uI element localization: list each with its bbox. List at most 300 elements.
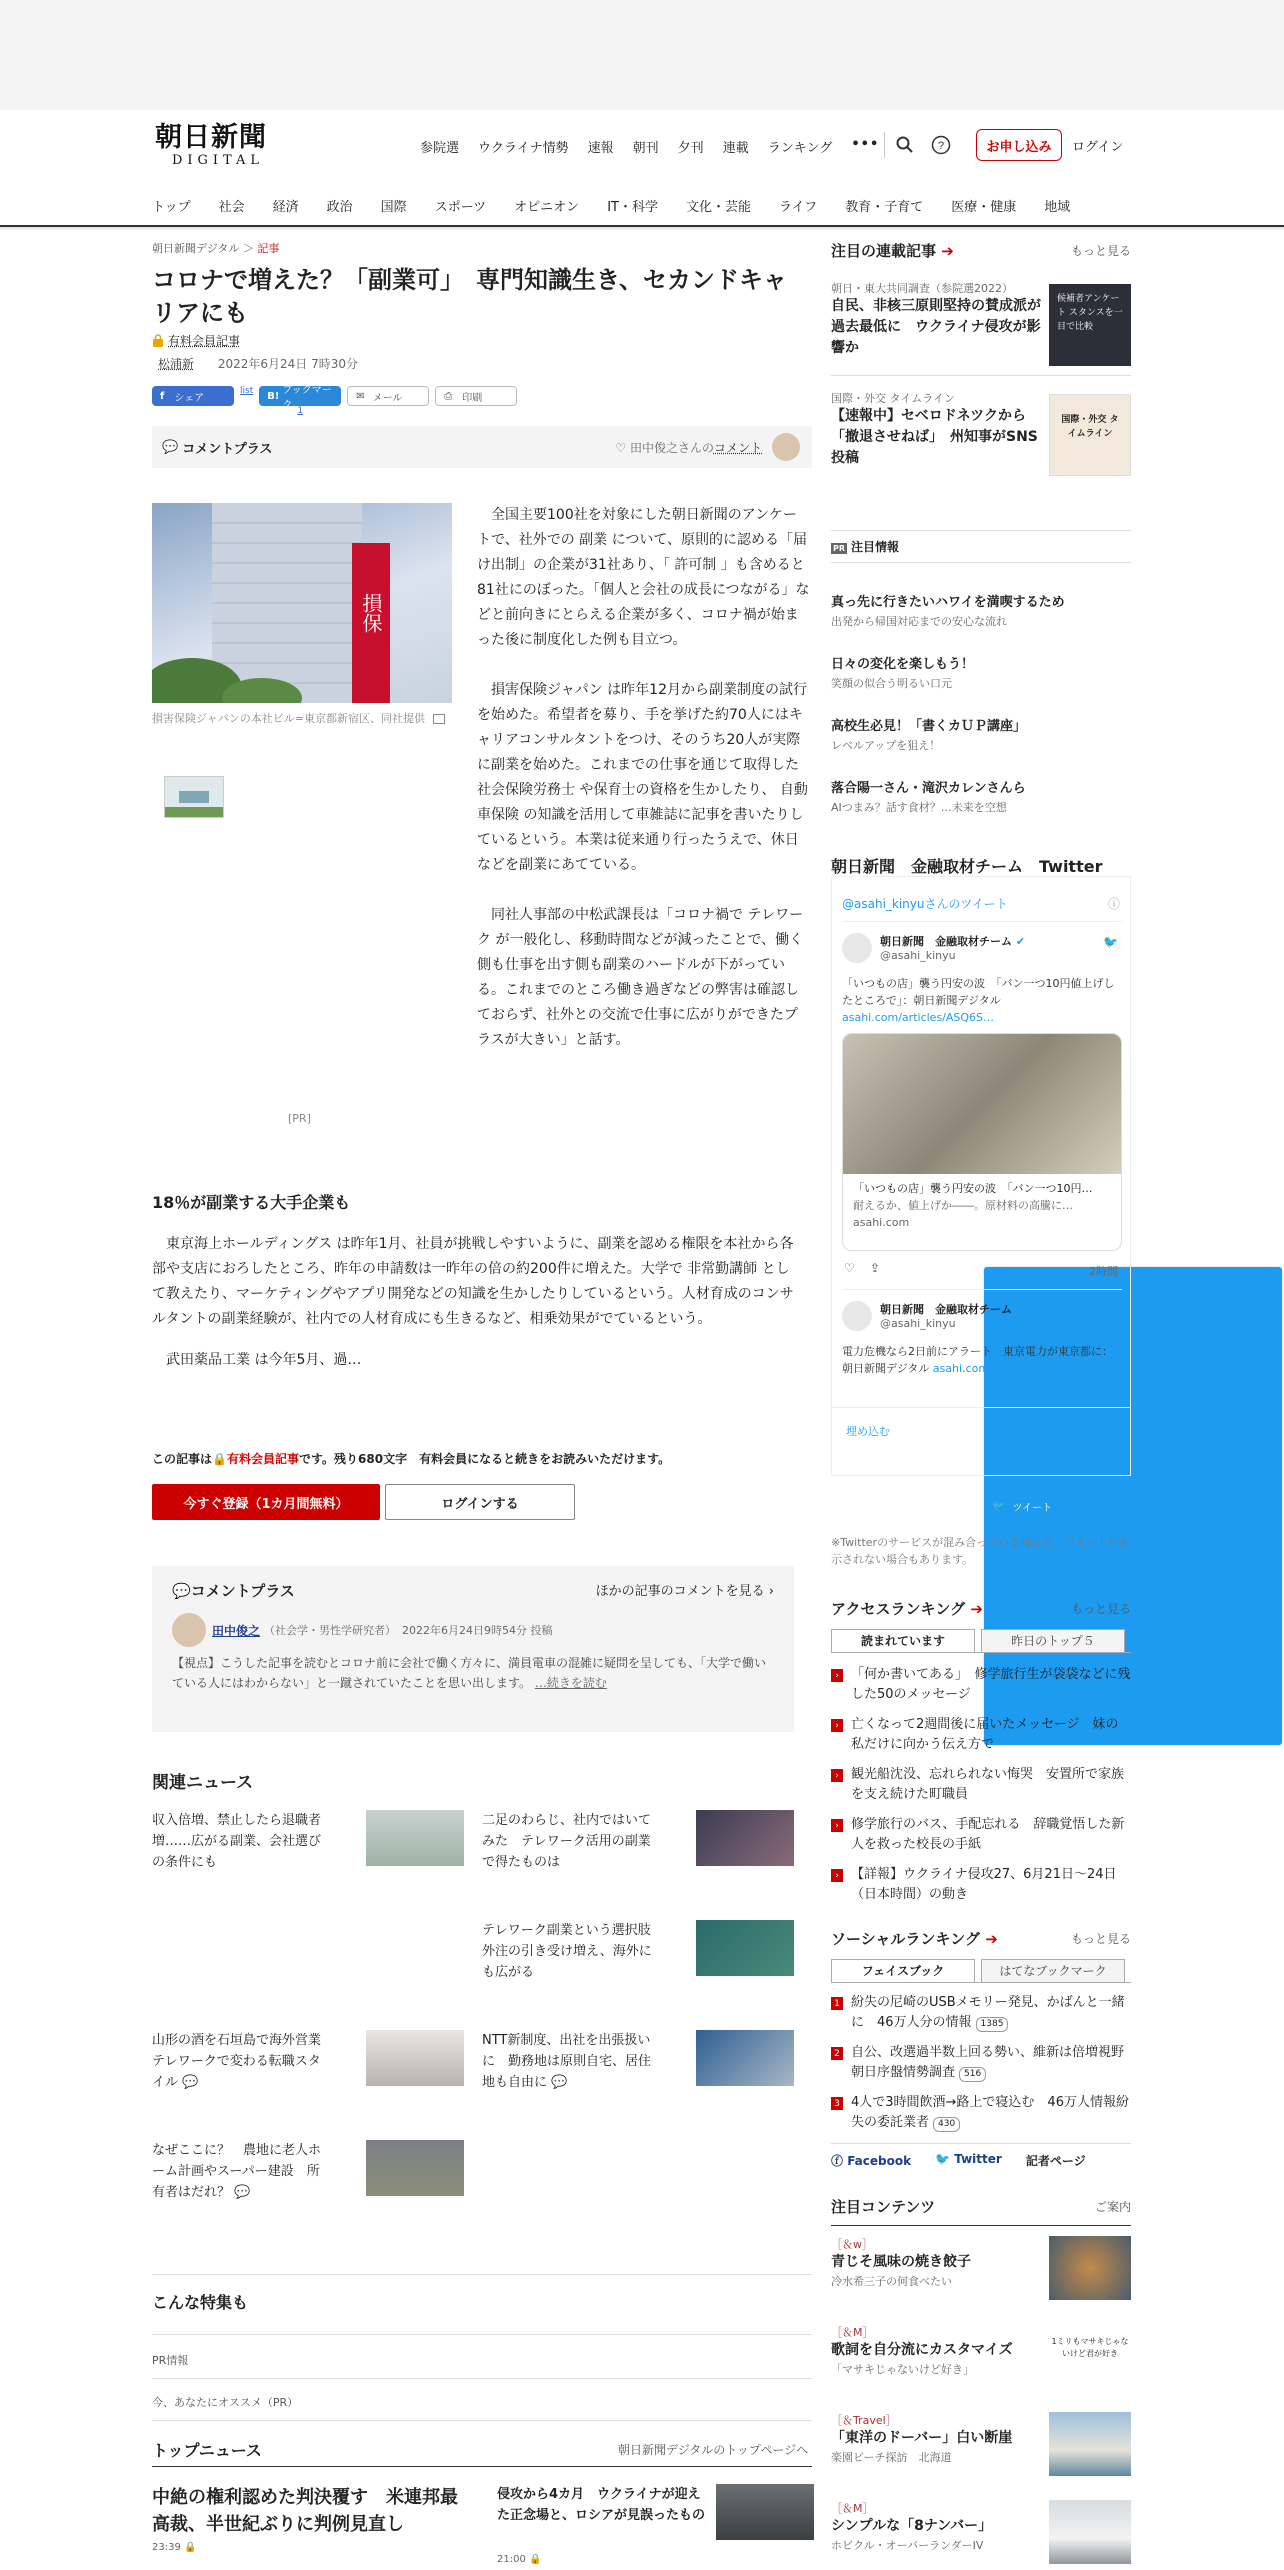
paragraph: 武田薬品工業 は今年5月、過… (166, 1352, 362, 1368)
share-label: ツイート (1012, 1502, 1052, 1514)
top-news-thumbnail[interactable] (716, 2484, 814, 2540)
rank-number: 2 (831, 2047, 843, 2060)
share-count: 516 (959, 2067, 986, 2082)
related-item-text: NTT新制度、出社を出張扱いに 勤務地は原則自宅、居住地も自由に (482, 2033, 652, 2090)
breadcrumb-home[interactable]: 朝日新聞デジタル (152, 242, 240, 255)
facebook-share-button[interactable] (152, 386, 234, 406)
login-button[interactable]: ログインする (385, 1484, 575, 1520)
content-tag: ［＆w］ (831, 2238, 873, 2251)
content-title: 歌詞を自分流にカスタマイズ (831, 2342, 1013, 2358)
paragraph: 東京海上ホールディングス は昨年1月、社員が挑戦しやすいように、副業を認める権限を本社から各部や支店におろしたところ、昨年の申請数は一昨年の倍の約200件に増えた。大学で 非常勤講師 として教えたり、マーケティングやアプリ開発などの知識を生かしたりしているという。人材育成のコンサルタントの副業経験が、社内での人材育成にも生きるなど、相乗効果がでているという。 (152, 1236, 794, 1327)
content-thumbnail (1049, 2500, 1131, 2564)
share-icon[interactable]: ⇪ (870, 1261, 881, 1275)
ranking-text: 【詳報】ウクライナ侵攻27、6月21日～24日（日本時間）の動き (851, 1867, 1117, 1902)
thumbnail-text: 国際・外交 タイムライン (1061, 415, 1119, 439)
category-item[interactable]: トップ (152, 200, 191, 215)
lock-icon (152, 334, 164, 347)
content-item[interactable] (831, 2324, 1131, 2377)
chevron-right-icon: › (831, 1669, 843, 1682)
special-title: こんな特集も (152, 2293, 249, 2312)
tweets-by-text: @asahi_kinyuさんのツイート (842, 897, 1008, 911)
ranking-text: 亡くなって2週間後に届いたメッセージ 妹の私だけに向かう伝え方で (851, 1717, 1119, 1752)
account-name (880, 933, 1025, 949)
caption-text: 損害保険ジャパンの本社ビル=東京都新宿区、同社提供 (152, 712, 425, 725)
social-ranking-item[interactable] (831, 2043, 1138, 2083)
twitter-bird-icon[interactable]: 🐦 (1103, 935, 1118, 949)
paragraph: 同社人事部の中松武課長は「コロナ禍で テレワーク が一般化し、移動時間などが減ったことで、働く側も仕事を出す側も副業のハードルが下がっている。これまでのところ働き過ぎなどの弊害は確認しておらず、社外との交流で仕事に広がりができたプラスが大きい」と話す。 (477, 907, 804, 1048)
mail-button[interactable] (347, 386, 429, 406)
twitter-widget (831, 876, 1131, 1476)
share-count: 430 (933, 2117, 960, 2132)
serial-thumbnail (1049, 394, 1131, 476)
comment-icon: 💬 (172, 1582, 191, 1600)
related-item[interactable]: 二足のわらじ、社内ではいてみた テレワーク活用の副業で得たものは (482, 1813, 652, 1870)
social-ranking-text (851, 2093, 1131, 2133)
chevron-right-icon: › (831, 1719, 843, 1732)
card-domain: asahi.com (853, 1216, 910, 1229)
commenter-avatar[interactable] (172, 1613, 206, 1647)
category-item[interactable]: 地域 (1044, 200, 1071, 215)
pr-item-sub: 出発から帰国対応までの安心な流れ (831, 615, 1007, 628)
commenter (172, 1613, 774, 1647)
content-tag: ［＆M］ (831, 2326, 874, 2339)
header-icons (884, 132, 965, 158)
featured-contents (831, 2196, 1131, 2568)
rank-number: 1 (831, 1997, 843, 2010)
commenter-role: （社会学・男性学研究者） (264, 1624, 397, 1637)
avatar[interactable] (772, 433, 800, 461)
ranking-item[interactable] (831, 1715, 1131, 1755)
pr-item-title: 落合陽一さん・滝沢カレンさんら (831, 781, 1026, 796)
content-item[interactable] (831, 2412, 1131, 2465)
category-item[interactable]: 経済 (272, 200, 299, 215)
share-label: メール (372, 392, 403, 404)
social-ranking-title: 自公、改選過半数上回る勢い、維新は倍増視野 朝日序盤情勢調査 (851, 2045, 1138, 2080)
twitter-timeline-header[interactable] (842, 895, 1130, 912)
search-icon[interactable] (893, 133, 917, 157)
mail-icon: ✉ (356, 390, 365, 402)
content-title: 青じそ風味の焼き餃子 (831, 2254, 971, 2270)
arrow-right-icon: ➔ (970, 1600, 983, 1618)
category-item[interactable]: 国際 (380, 200, 407, 215)
content-sub: 楽園ビーチ探訪 北海道 (831, 2451, 952, 2464)
ranking-item[interactable] (831, 1665, 1131, 1705)
serial-header (831, 240, 1131, 261)
social-ranking-item[interactable] (831, 2093, 1131, 2133)
category-nav (0, 190, 1284, 227)
tweet-link[interactable]: asahi.com/articles/ASQ6S… (932, 1362, 1085, 1375)
related-news-title: 関連ニュース (152, 1773, 254, 1793)
article-body (477, 503, 810, 1078)
ranking-text: 「何か書いてある」 修学旅行生が袋袋などに残した50のメッセージ (851, 1667, 1131, 1702)
print-button[interactable] (435, 386, 517, 406)
serial-thumbnail (1049, 284, 1131, 366)
more-link[interactable]: もっと見る (1070, 244, 1131, 258)
related-item-text: 山形の酒を石垣島で海外営業 テレワークで変わる転職スタイル (152, 2033, 335, 2090)
breadcrumb (152, 240, 812, 258)
comment-plus-box (152, 1566, 794, 1732)
category-item[interactable]: オピニオン (514, 200, 580, 215)
view-on-twitter-link[interactable]: Twitterで表示 (1046, 1425, 1116, 1438)
comment-text (172, 1653, 774, 1693)
embed-link[interactable]: 埋め込む (846, 1425, 890, 1438)
paywall-member-link[interactable]: 🔒有料会員記事 (212, 1452, 299, 1466)
nav-item[interactable]: 夕刊 (677, 141, 704, 156)
comment-link[interactable]: コメント (713, 440, 762, 455)
arrow-right-icon: ➔ (941, 242, 954, 260)
social-list (831, 1993, 1138, 2133)
card-body (843, 1174, 1121, 1237)
content-title: シンプルな「8ナンバー」 (831, 2518, 993, 2534)
header-nav (420, 137, 898, 156)
divider (831, 2225, 1131, 2226)
content-thumbnail (1049, 2236, 1131, 2300)
tweet-body: 「いつもの店」襲う円安の波 「バン一つ10円値上げしたところで」：朝日新聞デジタル (842, 977, 1115, 1007)
other-comments-text: ほかの記事のコメントを見る (595, 1584, 765, 1599)
pr-info-label: PR情報 (152, 2354, 189, 2367)
paragraph: 全国主要100社を対象にした朝日新聞のアンケートで、社外での 副業 について、原則的に認める「届け出制」の企業が31社あり、「 許可制 」も含めると81社にのぼった。「個人と会社の成長につながる」などと前向きにとらえる企業が多く、コロナ禍が始まった後に制度化した例も目立つ。 (477, 507, 810, 648)
tweet-author[interactable] (842, 933, 1025, 963)
tweet-author[interactable] (842, 1301, 1025, 1331)
related-thumbnail[interactable] (696, 1810, 794, 1866)
photo-caption (152, 710, 452, 727)
bookmark-count[interactable]: 1 (297, 406, 304, 416)
social-title-text: ソーシャルランキング (831, 1930, 980, 1948)
verified-icon: ✔ (1015, 935, 1026, 948)
tab-most-read[interactable]: 読まれています (831, 1629, 975, 1652)
social-ranking-title: 4人で3時間飲酒→路上で寝込む 46万人情報紛失の委託業者 (851, 2095, 1129, 2130)
share-label: ブックマーク (282, 385, 332, 411)
chevron-right-icon: › (831, 1769, 843, 1782)
comment-box-title (172, 1580, 295, 1601)
nav-item[interactable]: 朝刊 (632, 141, 659, 156)
related-item[interactable]: 収入倍増、禁止したら退職者増……広がる副業、会社選びの条件にも (152, 1813, 322, 1870)
pr-item-sub: 笑顔の似合う明るい口元 (831, 677, 952, 690)
svg-text:損保: 損保 (359, 593, 383, 633)
social-ranking-header (831, 1928, 1131, 1949)
twitter-widget-heading: 朝日新聞 金融取材チーム Twitter (831, 857, 1103, 876)
register-button[interactable]: 今すぐ登録（1カ月間無料） (152, 1484, 380, 1520)
divider (831, 562, 1131, 563)
more-link[interactable]: もっと見る (1070, 1932, 1131, 1946)
pr-item[interactable] (831, 654, 1131, 691)
article-photo[interactable] (152, 503, 452, 703)
category-item[interactable]: 医療・健康 (951, 200, 1017, 215)
pr-badge: PR (833, 544, 846, 553)
tweet-link[interactable]: asahi.com/articles/ASQ6S… (842, 1011, 995, 1024)
more-link[interactable]: もっと見る (1070, 1602, 1131, 1616)
content-sub: ホビクル・オーバーランダーIV (831, 2539, 984, 2552)
social-ranking-title: 紛失の尼崎のUSBメモリー発見、かばんと一緒に 46万人分の情報 (851, 1995, 1125, 2030)
ranking-text: 観光船沈没、忘れられない悔哭 安置所で家族を支え続けた町職員 (851, 1767, 1125, 1802)
pr-item-sub: AIつまみ？話す食材？…未来を空想 (831, 801, 1007, 814)
serial-category: 国際・外交 タイムライン (831, 392, 955, 405)
pr-header (831, 538, 899, 555)
pr-item-title: 真っ先に行きたいハワイを満喫するため (831, 595, 1065, 610)
divider (152, 2466, 812, 2467)
divider (884, 132, 885, 158)
content-title: 「東洋のドーバー」白い断崖 (831, 2430, 1013, 2446)
verified-icon: ✔ (1015, 1303, 1026, 1316)
comment-box-header (172, 1580, 774, 1601)
byline (152, 355, 812, 372)
account-info (880, 1301, 1025, 1331)
paragraph: 損害保険ジャパン は昨年12月から副業制度の試行を始めた。希望者を募り、手を挙げた約70人にはキャリアコンサルタントをつけ、そのうち20人が実際に副業を始めた。これまでの仕事を通じて取得した 社会保険労務士 や保育士の資格を生かしたり、 自動車保険 の知識を活用して車雑誌に記事を書いたりしているという。本業は従来通り行ったうえで、休日などを副業にあてている。 (477, 682, 808, 873)
tweet-text (842, 975, 1122, 1026)
nav-item[interactable]: ランキング (767, 141, 833, 156)
publish-date: 2022年6月24日 7時30分 (217, 357, 359, 371)
serial-title[interactable] (831, 240, 954, 261)
access-title-text: アクセスランキング (831, 1600, 966, 1618)
tweet-card[interactable] (842, 1033, 1122, 1251)
nav-item[interactable]: ウクライナ情勢 (478, 141, 569, 156)
serial-category: 朝日・東大共同調査（参院選2022） (831, 282, 1013, 295)
comment-plus-bar[interactable] (152, 426, 812, 468)
category-item[interactable]: スポーツ (434, 200, 487, 215)
reporter-page-link[interactable]: 記者ページ (1025, 2154, 1086, 2168)
paywall-text: この記事は (152, 1452, 213, 1466)
access-ranking-title[interactable] (831, 1598, 983, 1619)
contents-header (831, 2196, 1131, 2217)
chevron-right-icon: › (831, 1869, 843, 1882)
thumbnail-text: 1ミリもマサキじゃないけど君が好き (1051, 2337, 1129, 2358)
time-text: 23:39 (152, 2542, 181, 2553)
paywall-notice (152, 1450, 670, 1467)
comment-icon: 💬 (551, 2075, 568, 2090)
ranking-text: 修学旅行のバス、手配忘れる 辞職覚悟した新人を救った校長の手紙 (851, 1817, 1125, 1852)
account-info (880, 933, 1025, 963)
divider (152, 2378, 812, 2379)
share-label: 印刷 (462, 392, 483, 404)
top-news-item[interactable]: 侵攻から4カ月 ウクライナが迎えた正念場と、ロシアが見誤ったもの (497, 2487, 706, 2523)
social-ranking-title[interactable] (831, 1928, 998, 1949)
nav-item[interactable]: 速報 (587, 141, 614, 156)
comment-date: 2022年6月24日9時54分 投稿 (402, 1624, 553, 1637)
photo-thumbnail[interactable] (164, 776, 224, 818)
print-icon: ⎙ (444, 390, 453, 402)
category-item[interactable]: 教育・子育て (845, 200, 924, 215)
pr-item-title: 日々の変化を楽しもう！ (831, 657, 975, 672)
card-title: 「いつもの店」襲う円安の波 「バン一つ10円… (853, 1182, 1093, 1195)
social-tabs (831, 1959, 1131, 1983)
related-thumbnail[interactable] (366, 2140, 464, 2196)
social-ranking-item[interactable] (831, 1993, 1131, 2033)
ranking-item[interactable] (831, 1865, 1131, 1905)
card-subtitle: 耐えるか、値上げか――。原材料の高騰に… (853, 1199, 1073, 1212)
category-item[interactable]: 政治 (326, 200, 353, 215)
article-title: コロナで増えた？「副業可」 専門知識生き、セカンドキャリアにも (152, 266, 788, 327)
divider (842, 1289, 1122, 1290)
account-name (880, 1301, 1025, 1317)
facebook-icon: f (160, 390, 165, 402)
related-item-text: なぜここに？ 農地に老人ホーム計画やスーパー建設 所有者はだれ？ (152, 2143, 322, 2200)
twitter-note: ※Twitterのサービスが混み合っている時など、ツイートが表示されない場合もあります。 (831, 1536, 1130, 1566)
related-item[interactable] (152, 2030, 335, 2093)
member-label-text: 有料会員記事 (168, 334, 241, 348)
tweet-text (842, 1343, 1122, 1377)
content-item[interactable] (831, 2236, 1131, 2289)
account-handle: @asahi_kinyu (880, 1317, 956, 1330)
more-dots-icon[interactable]: ••• (851, 137, 880, 152)
login-link[interactable]: ログイン (1072, 140, 1124, 155)
like-icon[interactable]: ♡ (844, 1261, 855, 1275)
account-name-text: 朝日新聞 金融取材チーム (880, 1303, 1012, 1316)
info-icon[interactable]: ⓘ (1107, 897, 1120, 911)
contents-guide-link[interactable]: ご案内 (1094, 2200, 1131, 2214)
ad-band (0, 0, 1284, 110)
social-links (831, 2143, 1131, 2169)
comment-icon: 💬 (162, 439, 179, 455)
author-link[interactable]: 松浦新 (158, 357, 195, 371)
top-news-title: トップニュース (152, 2441, 262, 2460)
content-item[interactable] (831, 2500, 1131, 2553)
serial-item[interactable] (831, 280, 1131, 359)
category-item[interactable]: 社会 (218, 200, 245, 215)
twitter-icon: 🐦 (992, 1500, 1005, 1512)
svg-text:?: ? (937, 140, 945, 152)
access-tabs (831, 1629, 1131, 1653)
social-ranking-text (851, 1993, 1131, 2033)
share-count: 1385 (976, 2017, 1009, 2032)
access-list (831, 1665, 1131, 1905)
breadcrumb-section[interactable]: 記事 (257, 242, 280, 255)
chevron-right-icon: › (831, 1819, 843, 1832)
account-avatar (842, 1301, 872, 1331)
serial-item[interactable] (831, 390, 1131, 469)
share-label: シェア (174, 392, 205, 404)
building-image (152, 503, 452, 703)
member-label (152, 332, 812, 349)
tweet-time[interactable]: 2時間 (1089, 1265, 1118, 1278)
commenter-name[interactable]: 田中俊之 (212, 1623, 261, 1638)
breadcrumb-sep: ＞ (242, 242, 258, 255)
tweet-count[interactable]: list (240, 386, 254, 396)
twitter-text: Twitter (954, 2152, 1002, 2166)
site-logo[interactable] (155, 123, 281, 171)
content-thumbnail (1049, 2328, 1131, 2388)
access-ranking (831, 1598, 1131, 1915)
logo-text: 朝日新聞 (155, 122, 267, 153)
read-more-link[interactable]: …続きを読む (534, 1676, 607, 1690)
comment-icon: 💬 (234, 2185, 251, 2200)
divider (831, 375, 1131, 376)
social-ranking-text (851, 2043, 1138, 2083)
ranking-item[interactable] (831, 1765, 1131, 1805)
pr-item-title: 高校生必見！「書くカＵＰ講座」 (831, 719, 1027, 734)
logo-subtext: DIGITAL (171, 153, 265, 168)
account-avatar (842, 933, 872, 963)
pr-item[interactable] (831, 592, 1131, 629)
category-item[interactable]: ライフ (778, 200, 818, 215)
access-ranking-header (831, 1598, 1131, 1619)
related-item[interactable] (482, 2030, 662, 2093)
divider (152, 2420, 812, 2421)
comment-box-title-text: コメントプラス (190, 1582, 295, 1600)
hatena-icon: B! (267, 390, 280, 402)
divider (152, 2334, 812, 2335)
help-icon[interactable] (929, 133, 953, 157)
image-icon[interactable] (433, 714, 445, 724)
contents-title: 注目コンテンツ (831, 2198, 936, 2216)
account-handle: @asahi_kinyu (880, 949, 956, 962)
ranking-item[interactable] (831, 1815, 1131, 1855)
commenter-text: 田中俊之さんの (629, 440, 714, 455)
social-ranking (831, 1928, 1138, 2169)
category-item[interactable]: IT・科学 (607, 200, 658, 215)
facebook-link[interactable]: ⓕ Facebook (831, 2154, 912, 2168)
time-text: 21:00 (497, 2554, 526, 2565)
paywall-member-text: 有料会員記事 (226, 1452, 299, 1466)
top-page-link[interactable]: 朝日新聞デジタルのトップページへ (618, 2443, 809, 2457)
subscribe-button[interactable]: お申し込み (976, 129, 1062, 161)
other-comments-link[interactable] (596, 1580, 774, 1601)
comment-plus-label: コメントプラス (182, 441, 273, 457)
comment-body: 【視点】こうした記事を読むとコロナ前に会社で働く方々に、満員電車の混雑に疑問を呈しても、「大学で働いている人にはわからない」と一蹴されていたことを思い出します。 (172, 1656, 767, 1690)
article-subheading: 18％が副業する大手企業も (152, 1193, 351, 1212)
comment-plus-by: ♡ 田中俊之さんのコメント (615, 440, 762, 455)
nav-item[interactable]: 参院選 (420, 141, 460, 156)
pr-item-sub: レベルアップを狙え！ (831, 739, 941, 752)
serial-title: 自民、非核三原則堅持の賛成派が過去最低に ウクライナ侵攻が影響か (831, 298, 1041, 356)
twitter-link[interactable]: 🐦 Twitter (935, 2152, 1002, 2166)
recommend-label: 今、あなたにオススメ（PR） (152, 2396, 299, 2409)
top-news-item[interactable]: 中絶の権利認めた判決覆す 米連邦最高裁、半世紀ぶりに判例見直し (152, 2487, 458, 2535)
account-name-text: 朝日新聞 金融取材チーム (880, 935, 1012, 948)
related-item[interactable]: テレワーク副業という選択肢 外注の引き受け増え、海外にも広がる (482, 1923, 664, 1980)
pr-item[interactable] (831, 778, 1131, 815)
related-thumbnail[interactable] (366, 1810, 464, 1866)
content-tag: ［＆M］ (831, 2502, 874, 2515)
related-item[interactable] (152, 2140, 332, 2203)
top-news-time: 21:00 🔒 (497, 2554, 542, 2565)
pr-title: 注目情報 (851, 540, 900, 554)
divider (832, 1407, 1130, 1408)
article-body-2 (152, 1232, 802, 1389)
divider (152, 2274, 812, 2275)
top-news-time: 23:39 🔒 (152, 2542, 197, 2553)
comment-icon: 💬 (182, 2075, 199, 2090)
category-item[interactable]: 文化・芸能 (685, 200, 751, 215)
chevron-right-icon: › (768, 1584, 774, 1599)
card-image (843, 1034, 1121, 1174)
pr-label: [PR] (288, 1112, 311, 1125)
related-thumbnail[interactable] (696, 1920, 794, 1976)
content-tag: ［＆Travel］ (831, 2414, 897, 2427)
site-header (0, 110, 1284, 190)
content-sub: 「マサキじゃないけど好き」 (831, 2363, 974, 2376)
serial-title-text: 注目の連載記事 (831, 242, 937, 260)
arrow-right-icon: ➔ (985, 1930, 998, 1948)
thumbnail-text: 候補者アンケート スタンスを一目で比較 (1057, 294, 1123, 332)
tab-yesterday-top5[interactable]: 昨日のトップ５ (981, 1629, 1125, 1652)
serial-title: 【速報中】セベロドネツクから「撤退させねば」 州知事がSNS投稿 (831, 408, 1038, 466)
facebook-text: Facebook (847, 2154, 912, 2168)
content-sub: 冷水希三子の何食べたい (831, 2275, 952, 2288)
paywall-text: です。残り680文字 有料会員になると続きをお読みいただけます。 (298, 1452, 671, 1466)
hatena-bookmark-button[interactable] (259, 385, 341, 411)
nav-item[interactable]: 連載 (722, 141, 749, 156)
related-thumbnail[interactable] (696, 2030, 794, 2086)
tab-facebook[interactable]: フェイスブック (831, 1959, 975, 1982)
tab-hatena[interactable]: はてなブックマーク (981, 1959, 1125, 1982)
rank-number: 3 (831, 2097, 843, 2110)
pr-item[interactable] (831, 716, 1131, 753)
content-thumbnail (1049, 2412, 1131, 2476)
divider (842, 921, 1122, 922)
related-thumbnail[interactable] (366, 2030, 464, 2086)
tweet-body: 電力危機なら2日前にアラート 東京電力が東京都に：朝日新聞デジタル (842, 1345, 1113, 1375)
divider (831, 530, 1131, 531)
